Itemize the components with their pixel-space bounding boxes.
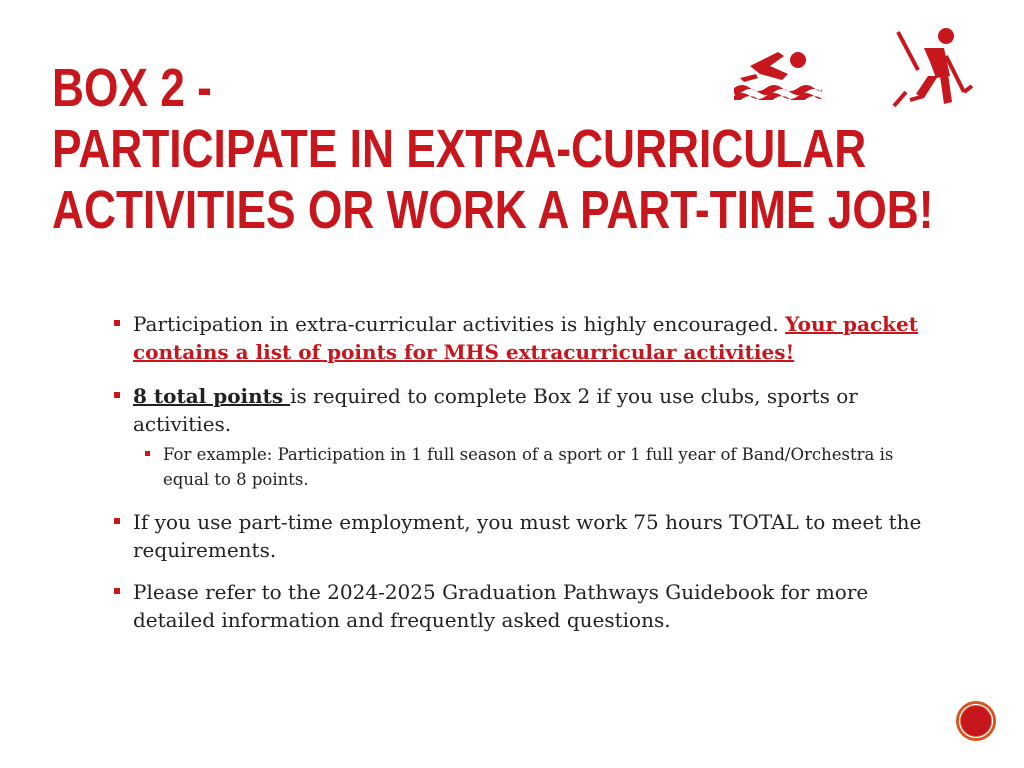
title-line-1: BOX 2 - [52, 58, 212, 118]
sub-list-item [133, 442, 932, 492]
content-list [112, 310, 932, 634]
bullet-3-text: If you use part-time employment, you must work 75 hours TOTAL to meet the requirements. [133, 510, 922, 562]
title-line-2: PARTICIPATE IN EXTRA-CURRICULAR [52, 119, 867, 179]
bullet-2-text: is required to complete Box 2 if you use clubs, sports or activities. [133, 384, 858, 436]
list-item [112, 578, 932, 634]
bullet-4-text: Please refer to the 2024-2025 Graduation Pathways Guidebook for more detailed information and frequently asked questions. [133, 580, 869, 632]
bullet-2-sub-text: For example: Participation in 1 full season of a sport or 1 full year of Band/Orchestra is equal to 8 points. [163, 445, 894, 489]
packet-points-link[interactable]: Your packet contains a list of points for MHS extracurricular activities! [133, 312, 918, 364]
title-line-3: ACTIVITIES OR WORK A PART-TIME JOB! [52, 180, 934, 240]
list-item [112, 508, 932, 564]
total-points-label: 8 total points [133, 384, 291, 408]
nav-circle-icon[interactable] [955, 700, 997, 742]
list-item [112, 310, 932, 366]
list-item [112, 382, 932, 492]
hockey-player-icon [884, 26, 974, 112]
swimmer-icon [730, 44, 825, 100]
slide-title [52, 58, 934, 241]
bullet-1-text: Participation in extra-curricular activities is highly encouraged. [133, 312, 786, 336]
